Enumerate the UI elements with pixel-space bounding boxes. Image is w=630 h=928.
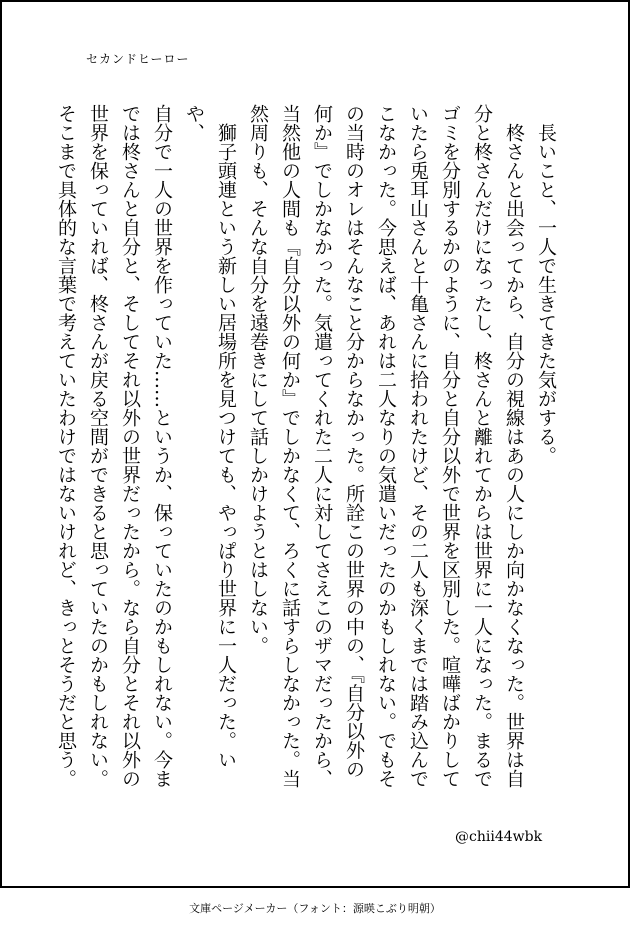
footer-credit: 文庫ページメーカー（フォント：源暎こぶり明朝） [189, 902, 441, 915]
paragraph: 長いこと、一人で生きてきた気がする。 [535, 123, 557, 465]
paragraph: 柊さんと出会ってから、自分の視線はあの人にしか向かなくなった。世界は自 分と柊さんだけになったし、柊さんと離れてからは世界に一人になった。まるで ゴミを分別するかのように、自分と自分以外で世界を区別した。喧嘩ばかりして いたら兎耳山さんと十亀さんに拾われたけど、その二人も深くまでは踏み込んで こなかった。今思えば、あれは二人なりの気遣いだったのかもしれない。でもそ の当時のオレはそんなこと分からなかった。所詮この世界の中の、『自分以外の 何か』でしかなかった。気遣ってくれた二人に対してさえこのザマだったから、 当然他の人間も『自分以外の何か』でしかなくて、ろくに話すらしなかった。当 然周りも、そんな自分を遠巻きにして話しかけようとはしない。 [247, 104, 525, 788]
body-text [50, 104, 562, 804]
paragraph: 獅子頭連という新しい居場所を見つけても、やっぱり世界に一人だった。いや、 自分で一人の世界を作っていた……というか、保っていたのかもしれない。今ま では柊さんと自分と、そしてそれ以外の世界だったから。なら自分とそれ以外の 世界を保っていれば、柊さんが戻る空間ができると思っていたのかもしれない。 そこまで具体的な言葉で考えていたわけではないけれど、きっとそうだと思う。 [55, 104, 237, 788]
author-handle: @chii44wbk [455, 829, 543, 845]
running-title: セカンドヒーロー [86, 52, 190, 66]
